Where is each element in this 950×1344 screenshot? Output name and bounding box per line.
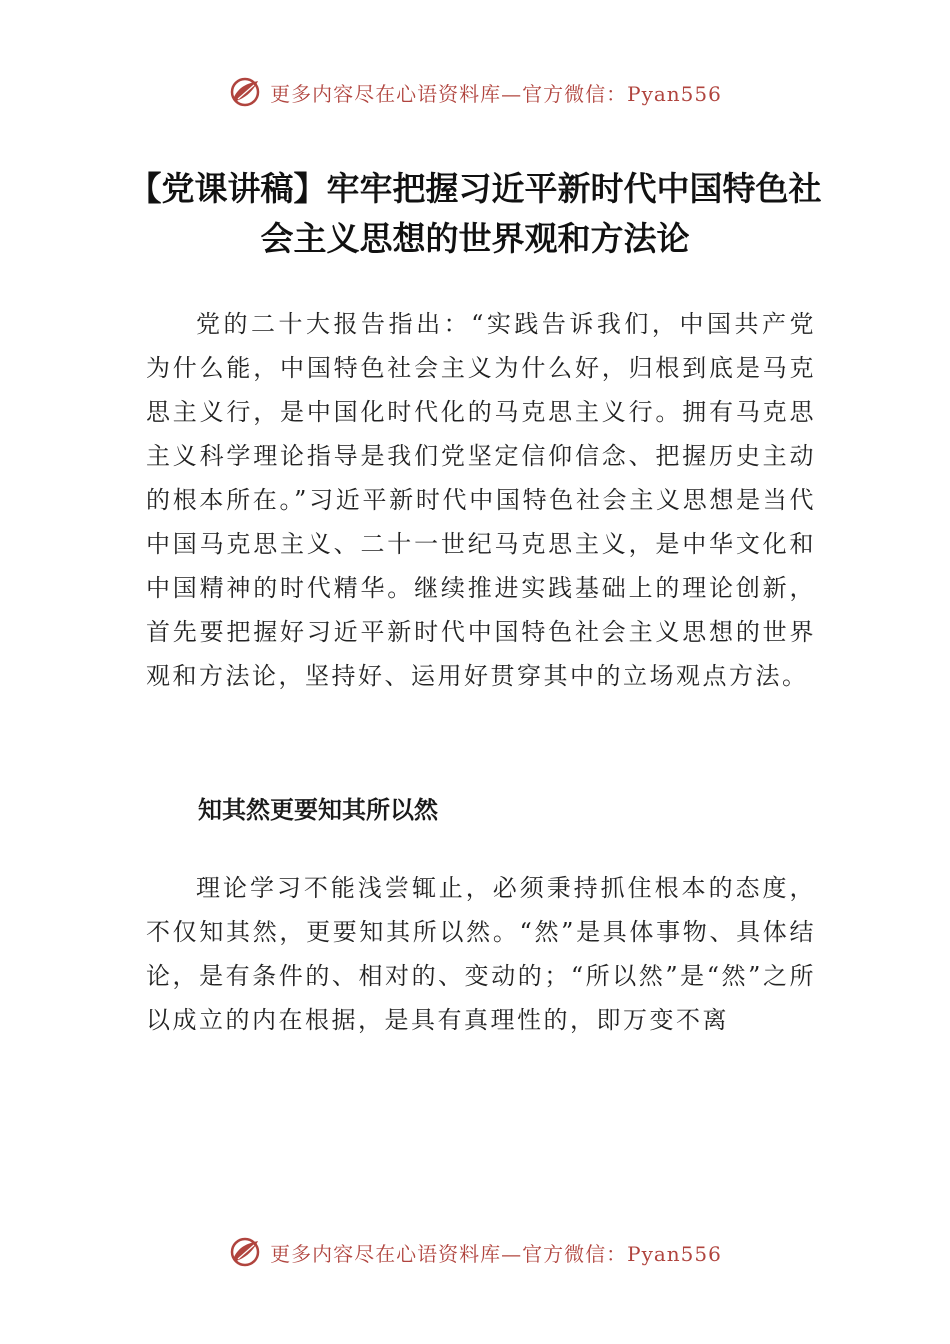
body-paragraph-1: 党的二十大报告指出：“实践告诉我们，中国共产党为什么能，中国特色社会主义为什么好，归根到底是马克思主义行，是中国化时代化的马克思主义行。拥有马克思主义科学理论指导是我们党坚定信仰信念、把握历史主动的根本所在。”习近平新时代中国特色社会主义思想是当代中国马克思主义、二十一世纪马克思主义，是中华文化和中国精神的时代精华。继续推进实践基础上的理论创新，首先要把握好习近平新时代中国特色社会主义思想的世界观和方法论，坚持好、运用好贯穿其中的立场观点方法。 [146, 310, 816, 690]
leaf-circle-logo-icon [228, 75, 262, 109]
watermark-text: 更多内容尽在心语资料库—官方微信：Pyan556 [270, 1241, 722, 1266]
header-watermark [0, 72, 950, 112]
body-paragraph-2: 理论学习不能浅尝辄止，必须秉持抓住根本的态度，不仅知其然，更要知其所以然。“然”是具体事物、具体结论，是有条件的、相对的、变动的；“所以然”是“然”之所以成立的内在根据，是具有真理性的，即万变不离 [146, 874, 816, 1034]
document-title: 【党课讲稿】牢牢把握习近平新时代中国特色社会主义思想的世界观和方法论 [128, 169, 822, 258]
leaf-circle-logo-icon [228, 1235, 262, 1269]
footer-watermark [0, 1232, 950, 1272]
watermark-text: 更多内容尽在心语资料库—官方微信：Pyan556 [270, 81, 722, 106]
section-heading: 知其然更要知其所以然 [198, 796, 438, 824]
